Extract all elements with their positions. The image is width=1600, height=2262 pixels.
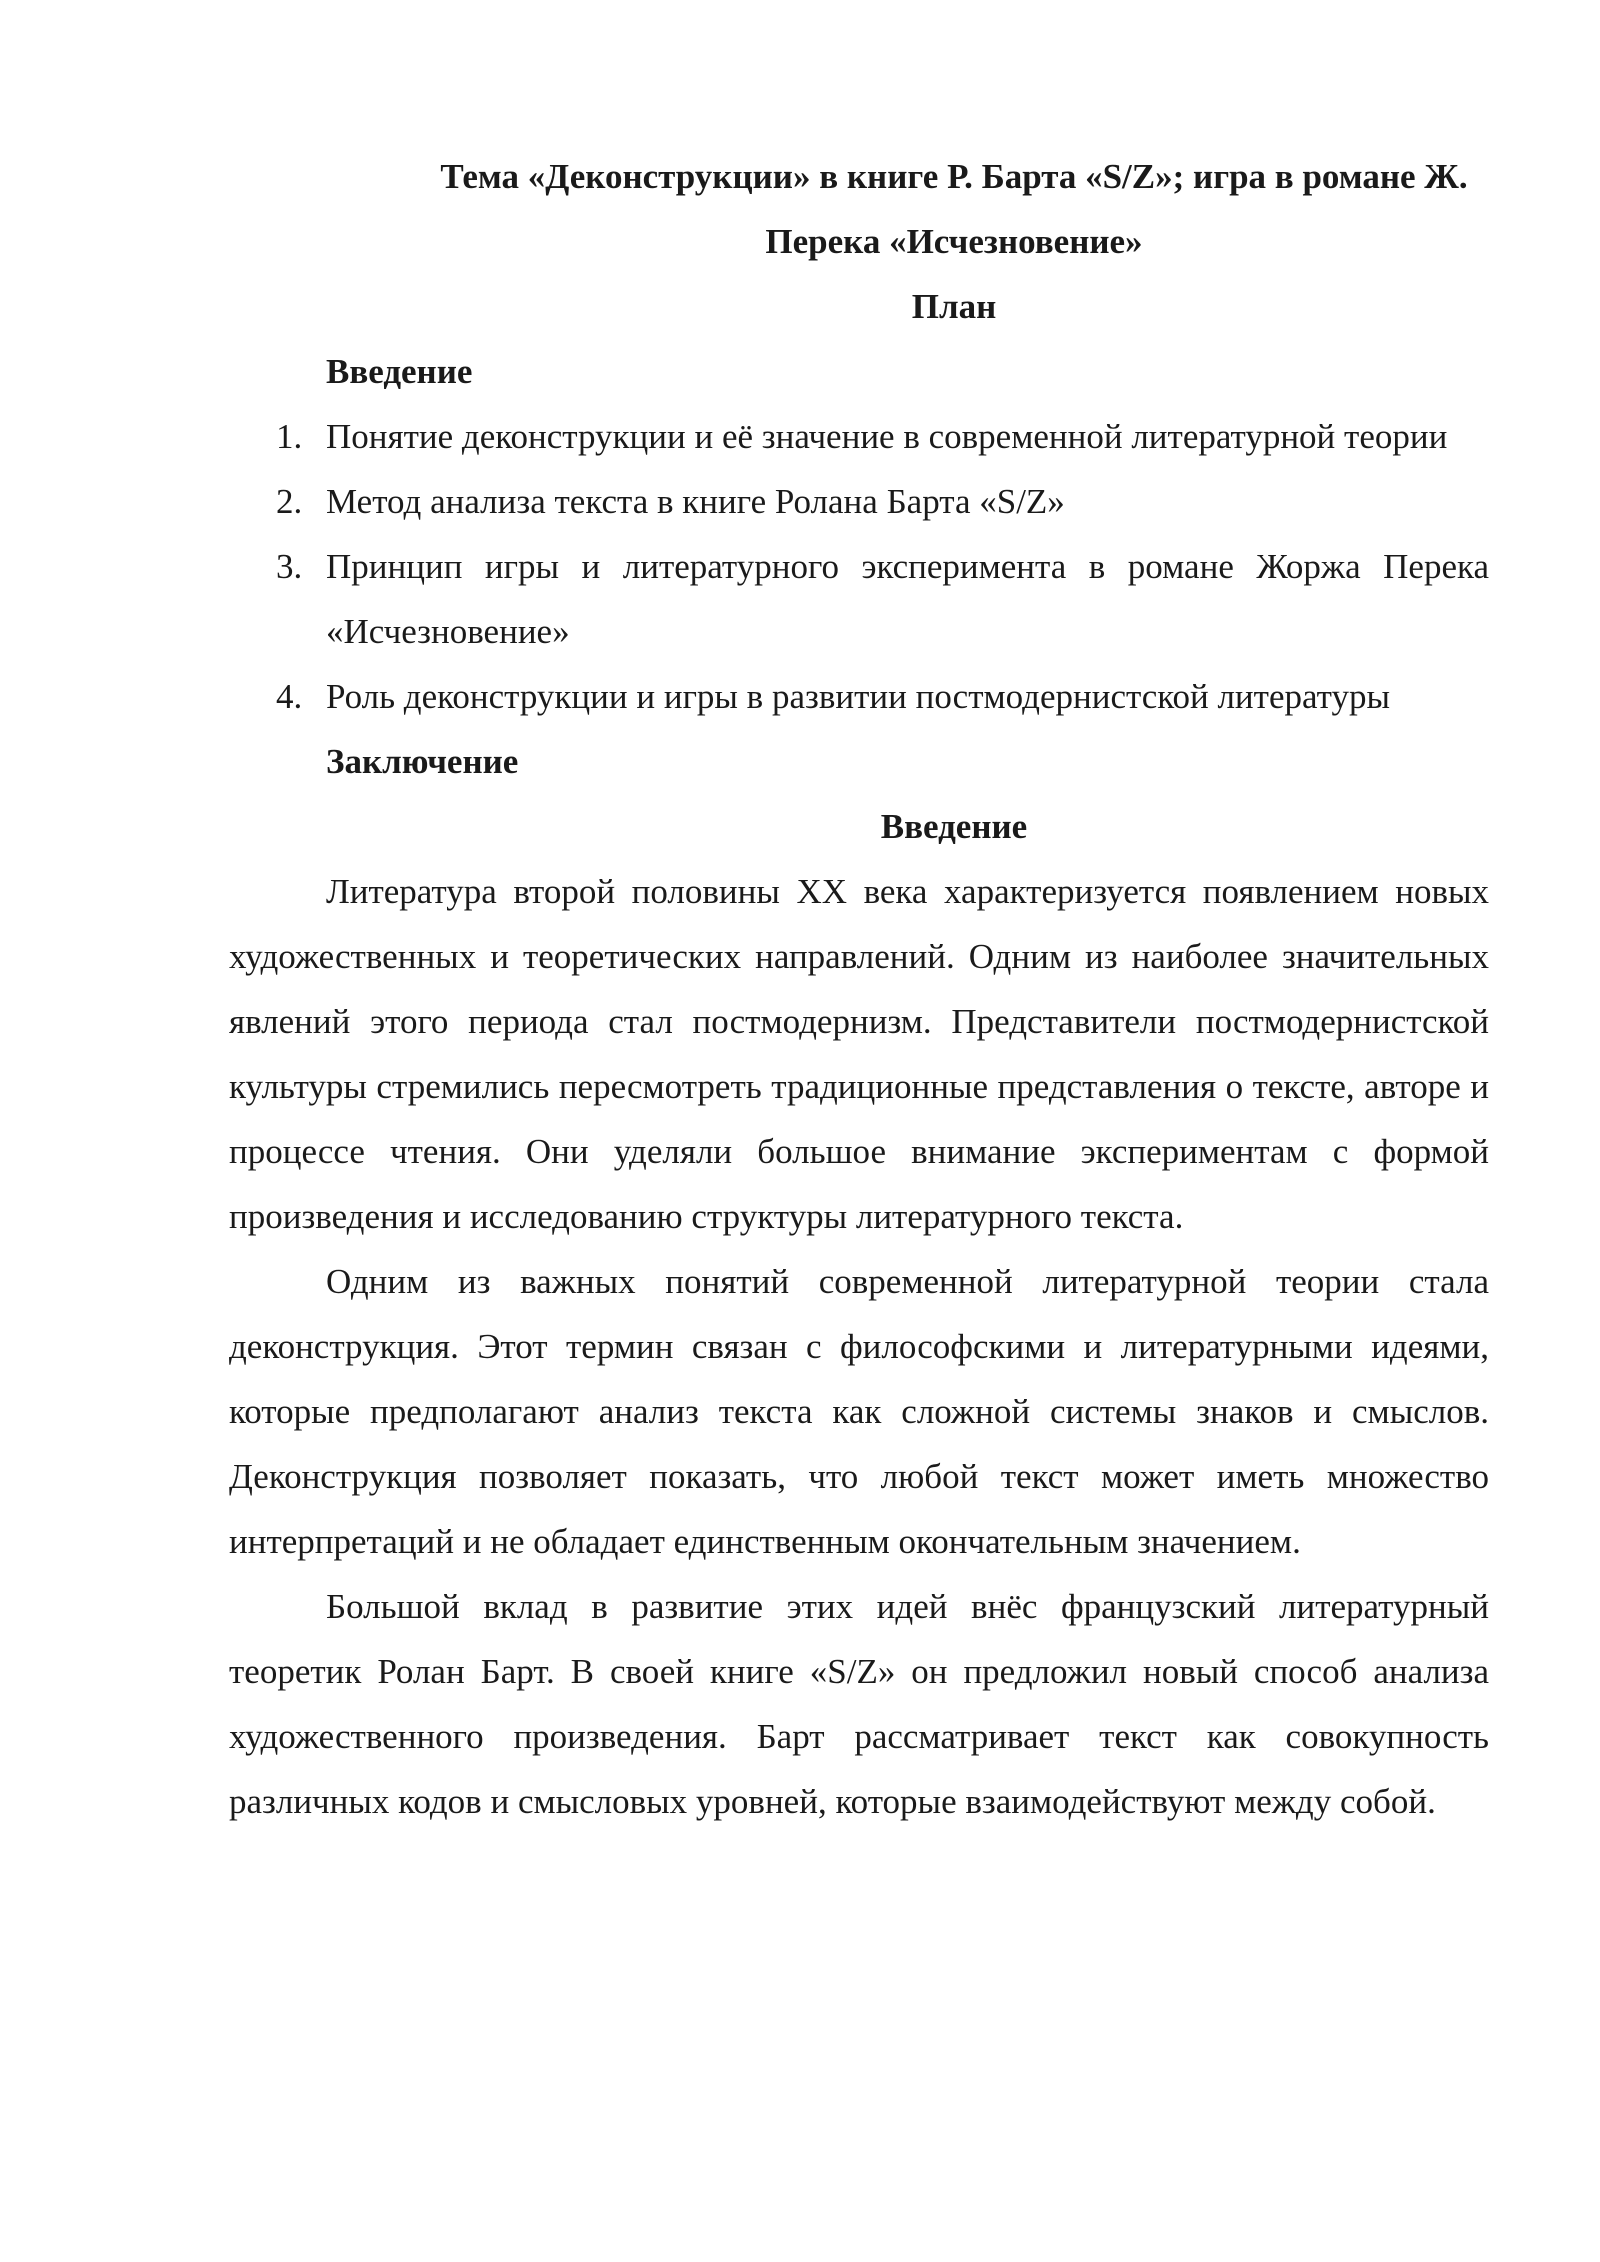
plan-item [229,664,1489,729]
plan-item-number: 3. [276,547,303,586]
document-content [229,144,1489,1834]
plan-conclusion-label: Заключение [326,742,519,781]
introduction-paragraph: Большой вклад в развитие этих идей внёс французский литературный теоретик Ролан Барт. В своей книге «S/Z» он предложил новый способ анализа художественного произведения. Барт рассматривает текст как совокупность различных кодов и смысловых уровней, которые взаимодействуют между собой. [229,1587,1489,1821]
plan-item [229,469,1489,534]
introduction-paragraph: Литература второй половины XX века характеризуется появлением новых художественных и теоретических направлений. Одним из наиболее значительных явлений этого периода стал постмодернизм. Представители постмодернистской культуры стремились пересмотреть традиционные представления о тексте, авторе и процессе чтения. Они уделяли большое внимание экспериментам с формой произведения и исследованию структуры литературного текста. [229,872,1489,1236]
plan-item-text: Принцип игры и литературного эксперимента в романе Жоржа Перека «Исчезновение» [326,547,1489,651]
plan-item [229,404,1489,469]
plan-item-number: 2. [276,482,303,521]
plan-list [229,404,1489,729]
plan-item-number: 1. [276,417,303,456]
plan-item-text: Роль деконструкции и игры в развитии постмодернистской литературы [326,677,1390,716]
plan-item-number: 4. [276,677,303,716]
plan-intro-label: Введение [326,352,473,391]
plan-item [229,534,1489,664]
document-title: Тема «Деконструкции» в книге Р. Барта «S/Z»; игра в романе Ж. Перека «Исчезновение» [440,157,1468,261]
introduction-paragraph: Одним из важных понятий современной литературной теории стала деконструкция. Этот термин связан с философскими и литературными идеями, которые предполагают анализ текста как сложной системы знаков и смыслов. Деконструкция позволяет показать, что любой текст может иметь множество интерпретаций и не обладает единственным окончательным значением. [229,1262,1489,1561]
plan-item-text: Понятие деконструкции и её значение в современной литературной теории [326,417,1448,456]
introduction-heading: Введение [880,807,1028,846]
plan-heading: План [911,287,997,326]
plan-item-text: Метод анализа текста в книге Ролана Барта «S/Z» [326,482,1065,521]
